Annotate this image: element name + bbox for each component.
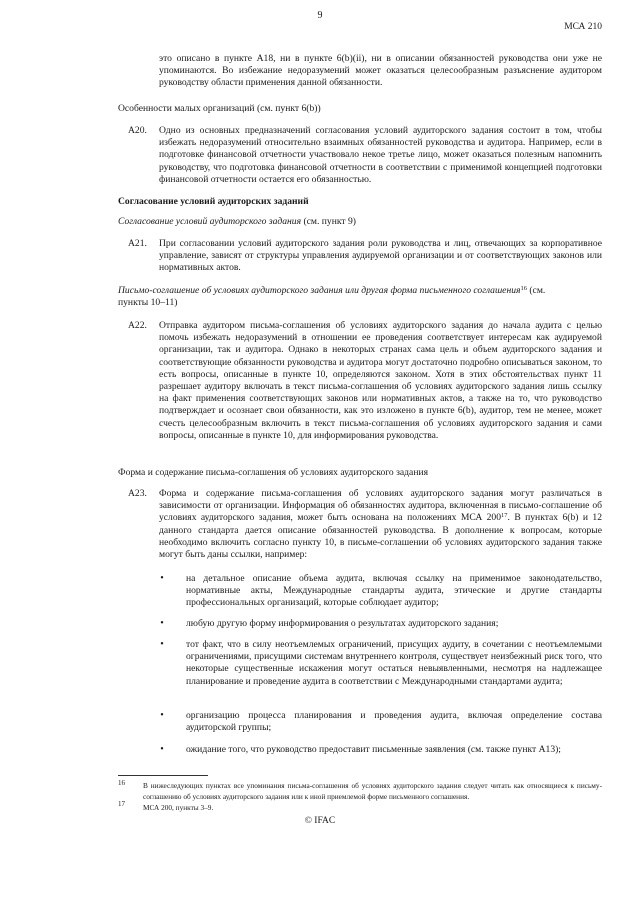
paragraph-a20: Одно из основных предназначений согласования условий аудиторского задания состоит в том, чтобы избежать недоразумений относительно взаимных обязанностей руководства и аудитора. Например, если в подготовке финансовой отчетности участвовало некое третье лицо, может оказаться полезным напомнить руководству, что подготовка финансовой отчетности в соответствии с применимой концепцией подготовки финансовой отчетности остается его обязанностью. <box>159 125 602 185</box>
paragraph-label-a21: А21. <box>128 238 147 249</box>
footnote-16: В нижеследующих пунктах все упоминания письма-соглашения об условиях аудиторского задания следует читать как относящиеся к письму-соглашению об условиях аудиторского задания или к иной приемлемой форме письменного соглашения. <box>143 781 602 801</box>
footnote-number-16: 16 <box>118 779 125 787</box>
bullet-icon: • <box>160 710 164 721</box>
bullet-icon: • <box>160 744 164 755</box>
a23-text-part-1: Форма и содержание письма-соглашения об условиях аудиторского задания могут различаться в зависимости от организации. Информация об обязанностях аудитора, включенная в письмо-соглашение об условиях аудиторского задания, может быть основана на положениях МСА 200 <box>159 488 602 524</box>
a23-text-part-2: . В пунктах 6(b) и 12 данного стандарта дается описание обязанностей руководства. В дополнение к вопросам, которые необходимо включить согласно пункту 10, в письме-соглашении об условиях аудиторского задания также могут быть даны ссылки, например: <box>159 512 602 561</box>
list-item: организацию процесса планирования и проведения аудита, включая определение состава аудиторской группы; <box>186 710 602 734</box>
paragraph-label-a20: А20. <box>128 125 147 136</box>
document-code: МСА 210 <box>564 22 602 32</box>
bullet-icon: • <box>160 618 164 629</box>
intro-paragraph: это описано в пункте А18, ни в пункте 6(b)(ii), ни в описании обязанностей руководства они уже не упоминаются. Во избежание недоразумений может оказаться целесообразным разъяснение аудитором руководству области применения данной обязанности. <box>159 53 602 89</box>
footnote-ref-16[interactable]: 16 <box>520 285 527 292</box>
subheading-2-reference-b: пункты 10–11) <box>118 297 178 309</box>
paragraph-label-a23: А23. <box>128 488 147 499</box>
form-content-heading: Форма и содержание письма-соглашения об условиях аудиторского задания <box>118 467 428 478</box>
footnote-17: МСА 200, пункты 3–9. <box>143 803 214 812</box>
agreement-subheading-2 <box>118 285 602 309</box>
list-item: на детальное описание объема аудита, включая ссылку на применимое законодательство, нормативные акты, Международные стандарты аудита, этические и другие стандарты профессиональных организаций, которые соблюдает аудитор; <box>186 573 602 609</box>
agreement-heading: Согласование условий аудиторских заданий <box>118 196 309 207</box>
list-item: любую другую форму информирования о результатах аудиторского задания; <box>186 618 499 629</box>
paragraph-a22: Отправка аудитором письма-соглашения об условиях аудиторского задания до начала аудита с целью помочь избежать недоразумений в отношении ее проведения соответствует интересам как аудируемой организации, так и аудитора. Однако в некоторых странах сама цель и объем аудиторского задания и соответствующие обязанности руководства и аудитора могут достаточно подробно описываться законом, то есть вопросы, описанные в пункте 10, определяются законом. Хотя в этих обстоятельствах пункт 11 разрешает аудитору включать в текст письма-соглашения об условиях аудиторского задания лишь ссылку на факт применения соответствующих законов или нормативных актов, а также на то, что руководство подтверждает и осознает свои обязанности, как это изложено в пункте 6(b), аудитор, тем не менее, может счесть целесообразным включить в текст письма-соглашения об условиях аудиторского задания и сами вопросы, описанные в пункте 10, для информирования руководства. <box>159 320 602 441</box>
subheading-1-reference: (см. пункт 9) <box>301 216 356 227</box>
small-entities-heading: Особенности малых организаций (см. пункт 6(b)) <box>118 103 321 114</box>
paragraph-label-a22: А22. <box>128 320 147 331</box>
bullet-icon: • <box>160 573 164 584</box>
agreement-subheading-1 <box>118 216 602 228</box>
subheading-2-title: Письмо-соглашение об условиях аудиторского задания или другая форма письменного соглашения <box>118 285 521 296</box>
footnote-divider <box>118 775 208 776</box>
list-item: ожидание того, что руководство предоставит письменные заявления (см. также пункт А13); <box>186 744 561 755</box>
subheading-1-title: Согласование условий аудиторского задания <box>118 216 302 227</box>
paragraph-a23 <box>159 488 602 561</box>
footnote-ref-17[interactable]: 17 <box>501 512 508 520</box>
footnote-number-17: 17 <box>118 800 125 808</box>
copyright-footer: © IFAC <box>304 816 336 826</box>
list-item: тот факт, что в силу неотъемлемых ограничений, присущих аудиту, в сочетании с неотъемлемыми ограничениями, присущими системам внутреннего контроля, существует неизбежный риск того, что некоторые существенные искажения могут остаться невыявленными, несмотря на надлежащее планирование и проведение аудита в соответствии с Международными стандартами аудита; <box>186 639 602 687</box>
page-number: 9 <box>317 10 323 21</box>
subheading-2-reference-a: (см. <box>526 285 546 296</box>
paragraph-a21: При согласовании условий аудиторского задания роли руководства и лиц, отвечающих за корпоративное управление, зависят от структуры управления аудируемой организации и от соответствующих законов или нормативных актов. <box>159 238 602 274</box>
bullet-icon: • <box>160 639 164 650</box>
